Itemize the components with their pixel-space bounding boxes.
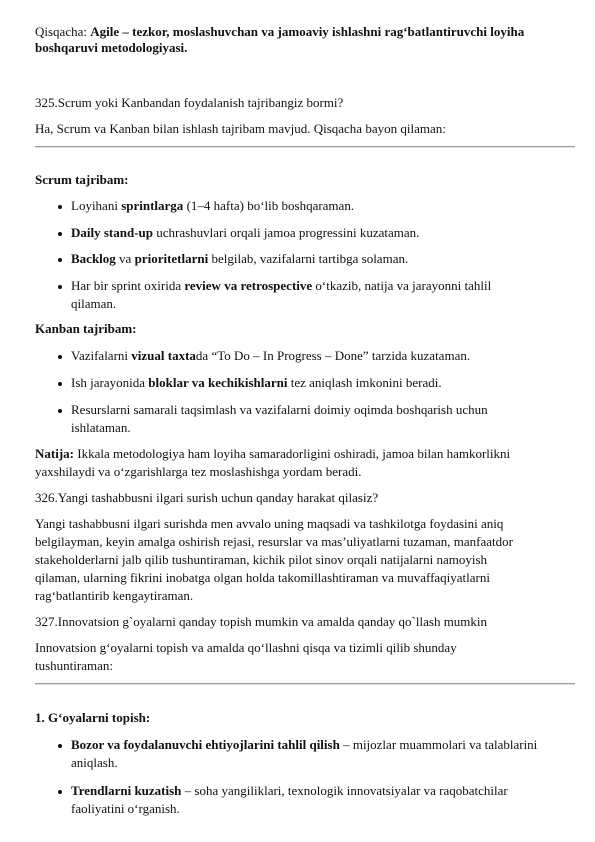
answer-326-line: belgilayman, keyin amalga oshirish rejasi, resurslar va mas’uliyatlarni tuzaman, manfaatdor — [35, 534, 513, 549]
answer-327-intro: Innovatsion g‘oyalarni topish va amalda qo‘llashni qisqa va tizimli qilib shunday — [35, 640, 457, 655]
bullet-icon — [58, 355, 62, 359]
divider — [35, 683, 575, 685]
ideas-item: Bozor va foydalanuvchi ehtiyojlarini tahlil qilish – mijozlar muammolari va talablarini — [71, 737, 538, 752]
answer-326-line: rag‘batlantirib kengaytiraman. — [35, 588, 194, 603]
summary-title-cont: boshqaruvi metodologiyasi. — [35, 40, 188, 55]
answer-326-line: Yangi tashabbusni ilgari surishda men avvalo uning maqsadi va tashkilotga foydasini aniq — [35, 516, 504, 531]
answer-327-intro-2: tushuntiraman: — [35, 658, 113, 673]
bullet-icon — [58, 409, 62, 413]
summary-title: Agile – tezkor, moslashuvchan va jamoaviy ishlashni rag‘batlantiruvchi loyiha — [90, 24, 525, 39]
bullet-icon — [58, 232, 62, 236]
result-label: Natija: — [35, 446, 74, 461]
scrum-item-cont: qilaman. — [71, 296, 117, 311]
question-327: 327.Innovatsion g`oyalarni qanday topish mumkin va amalda qanday qo`llash mumkin — [35, 614, 488, 629]
scrum-item: Har bir sprint oxirida review va retrospective o‘tkazib, natija va jarayonni tahlil — [71, 278, 492, 293]
ideas-item-cont: aniqlash. — [71, 755, 118, 770]
kanban-heading: Kanban tajribam: — [35, 321, 137, 336]
bullet-icon — [58, 790, 62, 794]
question-325: 325.Scrum yoki Kanbandan foydalanish tajribangiz bormi? — [35, 95, 344, 110]
scrum-item: Loyihani sprintlarga (1–4 hafta) bo‘lib boshqaraman. — [71, 198, 355, 213]
kanban-item: Ish jarayonida bloklar va kechikishlarni tez aniqlash imkonini beradi. — [71, 375, 442, 390]
answer-326-line: stakeholderlarni jalb qilib tushuntiraman, kichik pilot sinov orqali natijalarni namoyish — [35, 552, 488, 567]
summary-prefix: Qisqacha: — [35, 24, 91, 39]
kanban-item-cont: ishlataman. — [71, 420, 131, 435]
bullet-icon — [58, 258, 62, 262]
scrum-item: Daily stand-up uchrashuvlari orqali jamoa progressini kuzataman. — [71, 225, 420, 240]
result-line-2: yaxshilaydi va o‘zgarishlarga tez moslashishga yordam beradi. — [35, 464, 362, 479]
kanban-item: Vazifalarni vizual taxtada “To Do – In Progress – Done” tarzida kuzataman. — [71, 348, 471, 363]
answer-325-intro: Ha, Scrum va Kanban bilan ishlash tajribam mavjud. Qisqacha bayon qilaman: — [35, 121, 446, 136]
scrum-heading: Scrum tajribam: — [35, 172, 129, 187]
question-326: 326.Yangi tashabbusni ilgari surish uchun qanday harakat qilasiz? — [35, 490, 379, 505]
summary-line-2 — [35, 37, 187, 58]
bullet-icon — [58, 744, 62, 748]
divider — [35, 146, 575, 148]
kanban-item: Resurslarni samarali taqsimlash va vazifalarni doimiy oqimda boshqarish uchun — [71, 402, 488, 417]
section-heading: 1. G‘oyalarni topish: — [35, 710, 151, 725]
bullet-icon — [58, 205, 62, 209]
result-line: Natija: Ikkala metodologiya ham loyiha samaradorligini oshiradi, jamoa bilan hamkorlikni — [35, 446, 511, 461]
scrum-item: Backlog va prioritetlarni belgilab, vazifalarni tartibga solaman. — [71, 251, 409, 266]
answer-326-line: qilaman, ularning fikrini inobatga olgan holda takomillashtiraman va muvaffaqiyatlarni — [35, 570, 490, 585]
ideas-item-cont: faoliyatini o‘rganish. — [71, 801, 180, 816]
ideas-item: Trendlarni kuzatish – soha yangiliklari, texnologik innovatsiyalar va raqobatchilar — [71, 783, 508, 798]
bullet-icon — [58, 382, 62, 386]
bullet-icon — [58, 285, 62, 289]
